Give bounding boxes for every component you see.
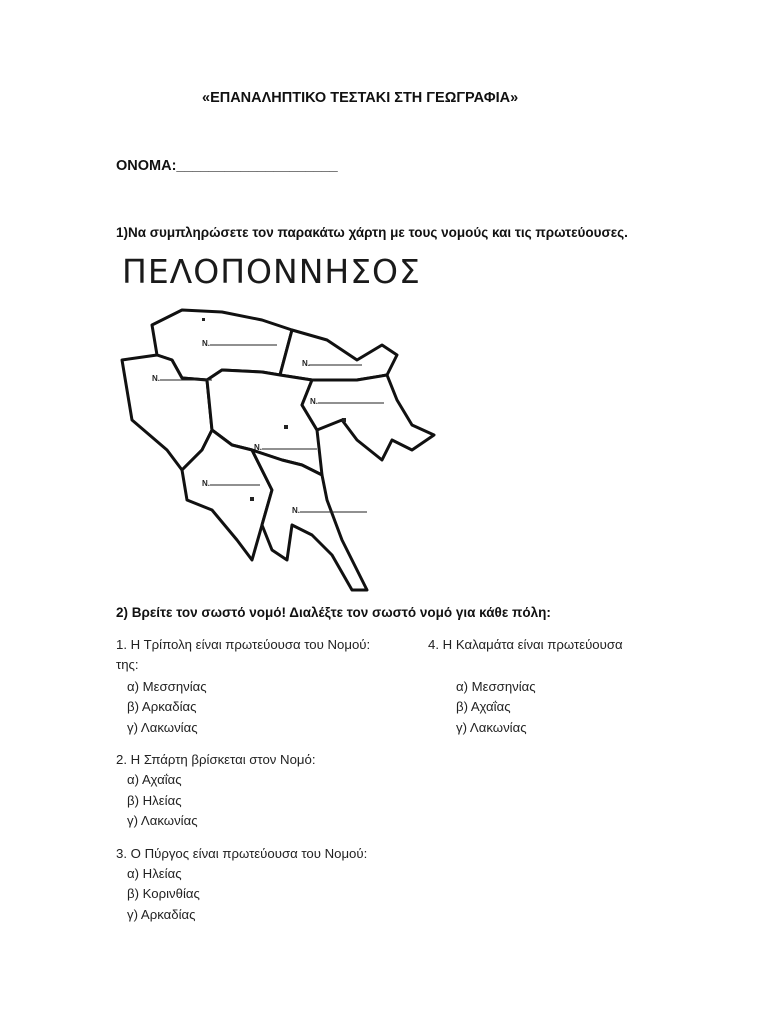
q4-option-b[interactable]: β) Αχαΐας xyxy=(456,699,511,714)
map-label-corinthia: Ν. xyxy=(302,359,310,368)
question-2-heading: 2) Βρείτε τον σωστό νομό! Διαλέξτε τον σωστό νομό για κάθε πόλη: xyxy=(116,605,551,620)
q1-text-continuation: της: xyxy=(116,657,139,672)
q3-option-b[interactable]: β) Κορινθίας xyxy=(127,886,200,901)
q1-text: 1. Η Τρίπολη είναι πρωτεύουσα του Νομού: xyxy=(116,637,371,652)
question-1-heading: 1)Να συμπληρώσετε τον παρακάτω χάρτη με τους νομούς και τις πρωτεύουσες. xyxy=(116,225,628,240)
peloponnese-map xyxy=(112,300,452,600)
region-argolida xyxy=(302,375,434,460)
q4-option-a[interactable]: α) Μεσσηνίας xyxy=(456,679,536,694)
q1-option-a[interactable]: α) Μεσσηνίας xyxy=(127,679,207,694)
q2-option-a[interactable]: α) Αχαΐας xyxy=(127,772,182,787)
map-title: ΠΕΛΟΠΟΝΝΗΣΟΣ xyxy=(122,252,421,291)
region-lakonia xyxy=(252,450,367,590)
map-label-messinia: Ν. xyxy=(202,479,210,488)
q2-option-b[interactable]: β) Ηλείας xyxy=(127,793,182,808)
q1-option-b[interactable]: β) Αρκαδίας xyxy=(127,699,197,714)
q3-option-c[interactable]: γ) Αρκαδίας xyxy=(127,907,196,922)
q4-text: 4. Η Καλαμάτα είναι πρωτεύουσα xyxy=(428,637,623,652)
map-label-argolida: Ν. xyxy=(310,397,318,406)
q2-text: 2. Η Σπάρτη βρίσκεται στον Νομό: xyxy=(116,752,316,767)
map-label-arkadia: Ν. xyxy=(254,443,262,452)
q1-option-c[interactable]: γ) Λακωνίας xyxy=(127,720,198,735)
map-label-ilia: Ν. xyxy=(152,374,160,383)
map-label-lakonia: Ν. xyxy=(292,506,300,515)
page-title: «ΕΠΑΝΑΛΗΠΤΙΚΟ ΤΕΣΤΑΚΙ ΣΤΗ ΓΕΩΓΡΑΦΙΑ» xyxy=(202,90,519,106)
map-label-achaia: Ν. xyxy=(202,339,210,348)
q3-text: 3. Ο Πύργος είναι πρωτεύουσα του Νομού: xyxy=(116,846,368,861)
region-corinthia xyxy=(280,330,397,380)
q2-option-c[interactable]: γ) Λακωνίας xyxy=(127,813,198,828)
q3-option-a[interactable]: α) Ηλείας xyxy=(127,866,182,881)
name-field-label[interactable]: ΟΝΟΜΑ:____________________ xyxy=(116,158,338,174)
q4-option-c[interactable]: γ) Λακωνίας xyxy=(456,720,527,735)
